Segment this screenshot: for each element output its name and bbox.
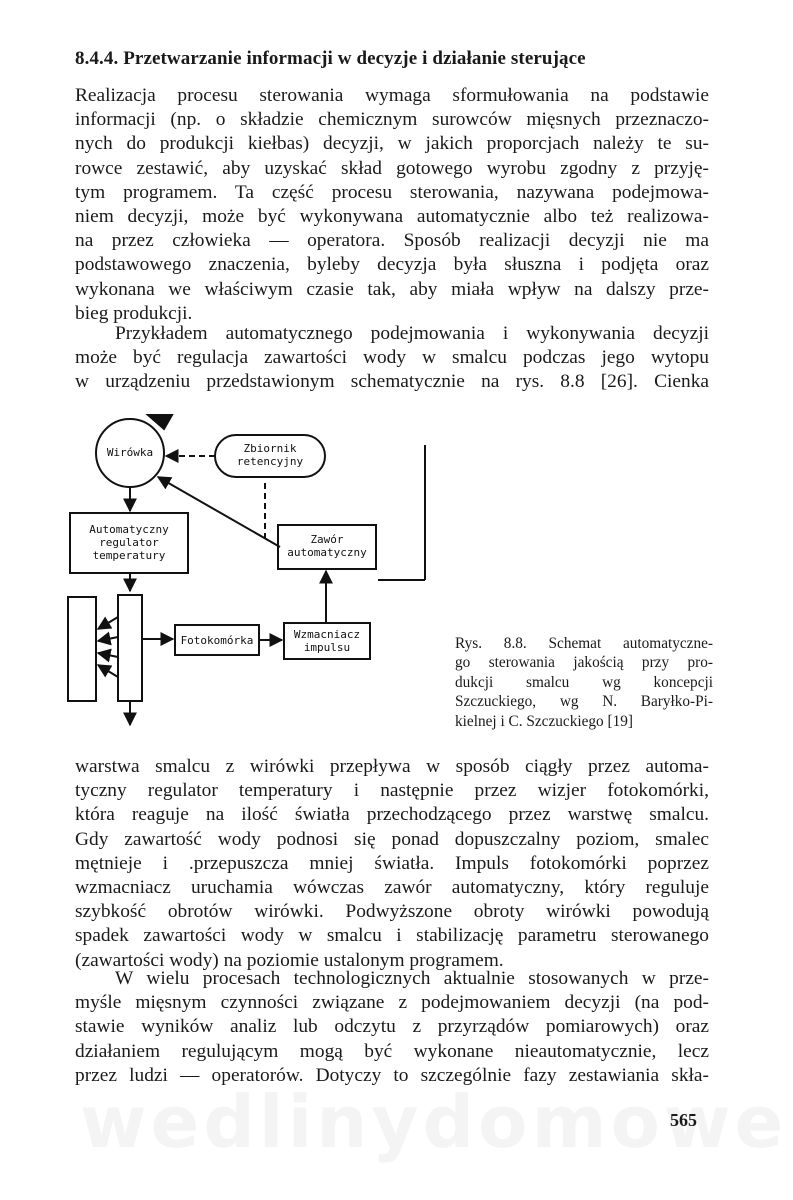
text-line: Realizacja procesu sterowania wymaga sformułowania na podstawie <box>75 85 709 106</box>
text-line: bieg produkcji. <box>75 302 193 324</box>
text-line: podstawowego znaczenia, byleby decyzja była słuszna i podjęta oraz <box>75 254 709 276</box>
zawor-label <box>280 533 374 559</box>
section-heading: 8.4.4. Przetwarzanie informacji w decyzje i działanie sterujące <box>75 48 586 69</box>
paragraph-3 <box>75 755 709 973</box>
regulator-label <box>72 523 186 562</box>
paragraph-4 <box>75 967 709 1088</box>
text-line: W wielu procesach technologicznych aktualnie stosowanych w prze- <box>115 968 709 989</box>
text-line: na przez człowieka — operatora. Sposób realizacji decyzji nie ma <box>75 230 709 252</box>
wzmacniacz-label <box>285 628 369 654</box>
caption-line: Rys. 8.8. Schemat automatyczne- <box>455 635 713 652</box>
text-line: niem decyzji, może być wykonywana automatycznie albo też realizowa- <box>75 205 709 227</box>
text-line: mętnieje i .przepuszcza mniej światła. Impuls fotokomórki poprzez <box>75 852 709 874</box>
text-line: tyczny regulator temperatury i następnie przez wizjer fotokomórki, <box>75 780 709 802</box>
text-line: warstwa smalcu z wirówki przepływa w sposób ciągły przez automa- <box>75 756 709 777</box>
fotokomorka-label: Fotokomórka <box>180 634 254 647</box>
zawor-label-line: automatyczny <box>287 546 367 559</box>
text-line: wykonana we właściwym czasie tak, aby miała wpływ na dalszy prze- <box>75 278 709 300</box>
text-line: Gdy zawartość wody podnosi się ponad dopuszczalny poziom, smalec <box>75 828 709 850</box>
text-line: która reaguje na ilość światła przechodzącego przez warstwę smalcu. <box>75 804 709 826</box>
text-line: informacji (np. o składzie chemicznym surowców mięsnych przeznaczo- <box>75 109 709 131</box>
regulator-label-line: temperatury <box>92 549 166 562</box>
text-line: spadek zawartości wody w smalcu i stabilizację parametru sterowanego <box>75 925 709 947</box>
text-line: (zawartości wody) na poziomie ustalonym programem. <box>75 949 504 971</box>
caption-line: Szczuckiego, wg N. Baryłko-Pi- <box>455 693 713 711</box>
wirowka-label: Wirówka <box>106 446 154 459</box>
text-line: tym programem. Ta część procesu sterowania, nazywana podejmowa- <box>75 181 709 203</box>
control-diagram <box>60 405 450 735</box>
wzmacniacz-label-line: impulsu <box>303 641 351 654</box>
zbiornik-label <box>218 442 322 468</box>
viewer-shape <box>118 595 142 701</box>
text-line: rowce zestawić, aby uzyskać skład gotowego wyrobu zgodny z przyję- <box>75 157 709 179</box>
page-number: 565 <box>670 1110 697 1130</box>
paragraph-2 <box>75 322 709 395</box>
text-line: przez ludzi — operatorów. Dotyczy to szczególnie fazy zestawiania skła- <box>75 1064 709 1086</box>
wzmacniacz-label-line: Wzmacniacz <box>293 628 361 641</box>
paragraph-1 <box>75 84 709 326</box>
text-line: nych do produkcji kiełbas) decyzji, w jakich proporcjach należy te su- <box>75 133 709 155</box>
text-line: stawie wyników analiz lub odczytu z przyrządów pomiarowych) oraz <box>75 1016 709 1038</box>
zawor-label-line: Zawór <box>310 533 344 546</box>
text-line: działaniem regulującym mogą być wykonane nieautomatycznie, lecz <box>75 1040 709 1062</box>
left-vessel-shape <box>68 597 96 701</box>
caption-line: dukcji smalcu wg koncepcji <box>455 673 713 691</box>
text-line: wzmacniacz uruchamia wówczas zawór automatyczny, który reguluje <box>75 876 709 898</box>
regulator-label-line: Automatyczny <box>89 523 169 536</box>
caption-line: kielnej i C. Szczuckiego [19] <box>455 712 633 730</box>
text-line: Przykładem automatycznego podejmowania i wykonywania decyzji <box>115 323 709 344</box>
zbiornik-label-line: retencyjny <box>236 455 304 468</box>
text-line: w urządzeniu przedstawionym schematycznie na rys. 8.8 [26]. Cienka <box>75 371 709 393</box>
figure-caption <box>455 634 713 731</box>
caption-line: go sterowania jakością przy pro- <box>455 654 713 672</box>
zbiornik-label-line: Zbiornik <box>243 442 297 455</box>
text-line: szybkość obrotów wirówki. Podwyższone obroty wirówki powodują <box>75 901 709 923</box>
regulator-label-line: regulator <box>99 536 159 549</box>
text-line: może być regulacja zawartości wody w smalcu podczas jego wytopu <box>75 347 709 369</box>
text-line: myśle mięsnym czynności związane z podejmowaniem decyzji (na pod- <box>75 992 709 1014</box>
